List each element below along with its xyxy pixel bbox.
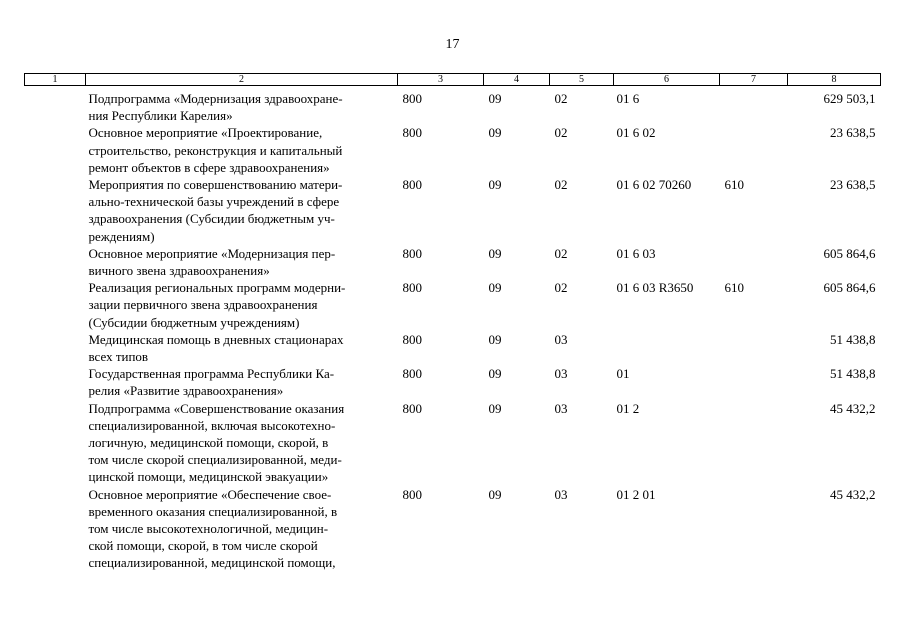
cell-subsection-code: 02 [554, 177, 568, 193]
row-name [86, 90, 398, 124]
row-name-line: (Субсидии бюджетным учреждениям) [88, 314, 300, 330]
cell-ministry-code: 800 [402, 280, 422, 296]
cell-ministry-code: 800 [402, 366, 422, 382]
cell-expense-type: 610 [724, 280, 744, 296]
row-name-line: Основное мероприятие «Проектирование, [88, 125, 323, 141]
table-row [25, 486, 881, 572]
row-name [86, 245, 398, 279]
cell-target-article: 01 2 [616, 400, 640, 416]
cell-ministry-code: 800 [402, 91, 422, 106]
row-name-line: ально-технической базы учреждений в сфере [88, 194, 340, 210]
cell-expense-type: 610 [724, 177, 744, 193]
cell-target-article: 01 6 02 [616, 125, 656, 141]
row-name-line: Государственная программа Республики Ка- [88, 366, 335, 382]
row-name-line: строительство, реконструкция и капитальный [88, 142, 343, 158]
column-header: 7 [720, 74, 788, 86]
cell-section-code: 09 [488, 91, 502, 106]
row-name [86, 400, 398, 486]
row-name-line: зации первичного звена здравоохранения [88, 297, 318, 313]
cell-target-article: 01 6 03 R3650 [616, 280, 694, 296]
cell-col1 [25, 400, 86, 486]
table-row [25, 124, 881, 176]
table-row [25, 90, 881, 124]
cell-target-article: 01 [616, 366, 630, 382]
table-row [25, 331, 881, 365]
row-name-line: Основное мероприятие «Обеспечение свое- [88, 486, 332, 502]
row-name-line: ской помощи, скорой, в том числе скорой [88, 538, 318, 554]
cell-amount: 51 438,8 [830, 331, 876, 347]
table-row [25, 245, 881, 279]
table-row [25, 400, 881, 486]
table-header [25, 74, 881, 86]
cell-amount: 51 438,8 [830, 366, 876, 382]
row-name-line: ния Республики Карелия» [88, 108, 233, 124]
cell-amount: 629 503,1 [823, 91, 876, 106]
column-header: 3 [398, 74, 484, 86]
row-name-line: специализированной, включая высокотехно- [88, 417, 336, 433]
cell-target-article [614, 331, 720, 365]
cell-expense-type [720, 365, 788, 399]
row-name [86, 486, 398, 572]
table-row [25, 176, 881, 245]
cell-expense-type [720, 486, 788, 572]
cell-subsection-code: 03 [554, 366, 568, 382]
row-name [86, 176, 398, 245]
page-number: 17 [445, 37, 460, 52]
cell-amount: 23 638,5 [830, 125, 876, 141]
cell-expense-type [720, 400, 788, 486]
cell-col1 [25, 365, 86, 399]
row-name-line: Основное мероприятие «Модернизация пер- [88, 245, 336, 261]
cell-expense-type [720, 331, 788, 365]
row-name-line: Реализация региональных программ модерни- [88, 280, 346, 296]
row-name-line: логичную, медицинской помощи, скорой, в [88, 435, 329, 451]
column-header: 4 [484, 74, 550, 86]
cell-ministry-code: 800 [402, 486, 422, 502]
row-name-line: Подпрограмма «Модернизация здравоохране- [88, 91, 343, 106]
table-row [25, 365, 881, 399]
column-header: 1 [25, 74, 86, 86]
cell-col1 [25, 245, 86, 279]
cell-col1 [25, 279, 86, 331]
row-name-line: специализированной, медицинской помощи, [88, 555, 336, 571]
row-name [86, 279, 398, 331]
row-name-line: цинской помощи, медицинской эвакуации» [88, 469, 329, 485]
cell-target-article: 01 2 01 [616, 486, 656, 502]
cell-section-code: 09 [488, 400, 502, 416]
cell-col1 [25, 486, 86, 572]
row-name-line: здравоохранения (Субсидии бюджетным уч- [88, 211, 335, 227]
table-body [25, 86, 881, 572]
table-row [25, 279, 881, 331]
row-name [86, 331, 398, 365]
cell-section-code: 09 [488, 125, 502, 141]
cell-target-article: 01 6 03 [616, 245, 656, 261]
cell-expense-type [720, 124, 788, 176]
column-header: 8 [788, 74, 881, 86]
cell-section-code: 09 [488, 366, 502, 382]
cell-target-article: 01 6 [616, 91, 640, 106]
cell-target-article: 01 6 02 70260 [616, 177, 692, 193]
cell-section-code: 09 [488, 486, 502, 502]
cell-amount: 45 432,2 [830, 400, 876, 416]
row-name-line: временного оказания специализированной, в [88, 503, 338, 519]
cell-subsection-code: 02 [554, 245, 568, 261]
cell-subsection-code: 03 [554, 486, 568, 502]
row-name [86, 124, 398, 176]
cell-ministry-code: 800 [402, 245, 422, 261]
cell-col1 [25, 124, 86, 176]
column-header: 6 [614, 74, 720, 86]
row-name-line: ремонт объектов в сфере здравоохранения» [88, 159, 330, 175]
row-name-line: релия «Развитие здравоохранения» [88, 383, 284, 399]
row-name-line: вичного звена здравоохранения» [88, 263, 270, 279]
cell-amount: 23 638,5 [830, 177, 876, 193]
cell-col1 [25, 331, 86, 365]
row-name-line: Подпрограмма «Совершенствование оказания [88, 400, 345, 416]
cell-amount: 605 864,6 [823, 280, 876, 296]
cell-expense-type [720, 90, 788, 124]
budget-table [24, 73, 881, 572]
cell-ministry-code: 800 [402, 400, 422, 416]
cell-section-code: 09 [488, 245, 502, 261]
row-name-line: Мероприятия по совершенствованию матери- [88, 177, 343, 193]
row-name-line: реждениям) [88, 228, 155, 244]
cell-section-code: 09 [488, 177, 502, 193]
cell-amount: 605 864,6 [823, 245, 876, 261]
cell-ministry-code: 800 [402, 331, 422, 347]
cell-subsection-code: 02 [554, 91, 568, 106]
column-number-row [25, 74, 881, 86]
cell-col1 [25, 90, 86, 124]
column-header: 2 [86, 74, 398, 86]
cell-subsection-code: 03 [554, 331, 568, 347]
cell-col1 [25, 176, 86, 245]
cell-subsection-code: 02 [554, 125, 568, 141]
column-header: 5 [550, 74, 614, 86]
row-name-line: Медицинская помощь в дневных стационарах [88, 331, 344, 347]
cell-amount: 45 432,2 [830, 486, 876, 502]
row-name-line: том числе скорой специализированной, меди- [88, 452, 342, 468]
cell-section-code: 09 [488, 280, 502, 296]
cell-subsection-code: 03 [554, 400, 568, 416]
cell-section-code: 09 [488, 331, 502, 347]
row-name-line: всех типов [88, 349, 149, 365]
cell-subsection-code: 02 [554, 280, 568, 296]
row-name [86, 365, 398, 399]
row-name-line: том числе высокотехнологичной, медицин- [88, 521, 329, 537]
cell-ministry-code: 800 [402, 177, 422, 193]
cell-ministry-code: 800 [402, 125, 422, 141]
cell-expense-type [720, 245, 788, 279]
